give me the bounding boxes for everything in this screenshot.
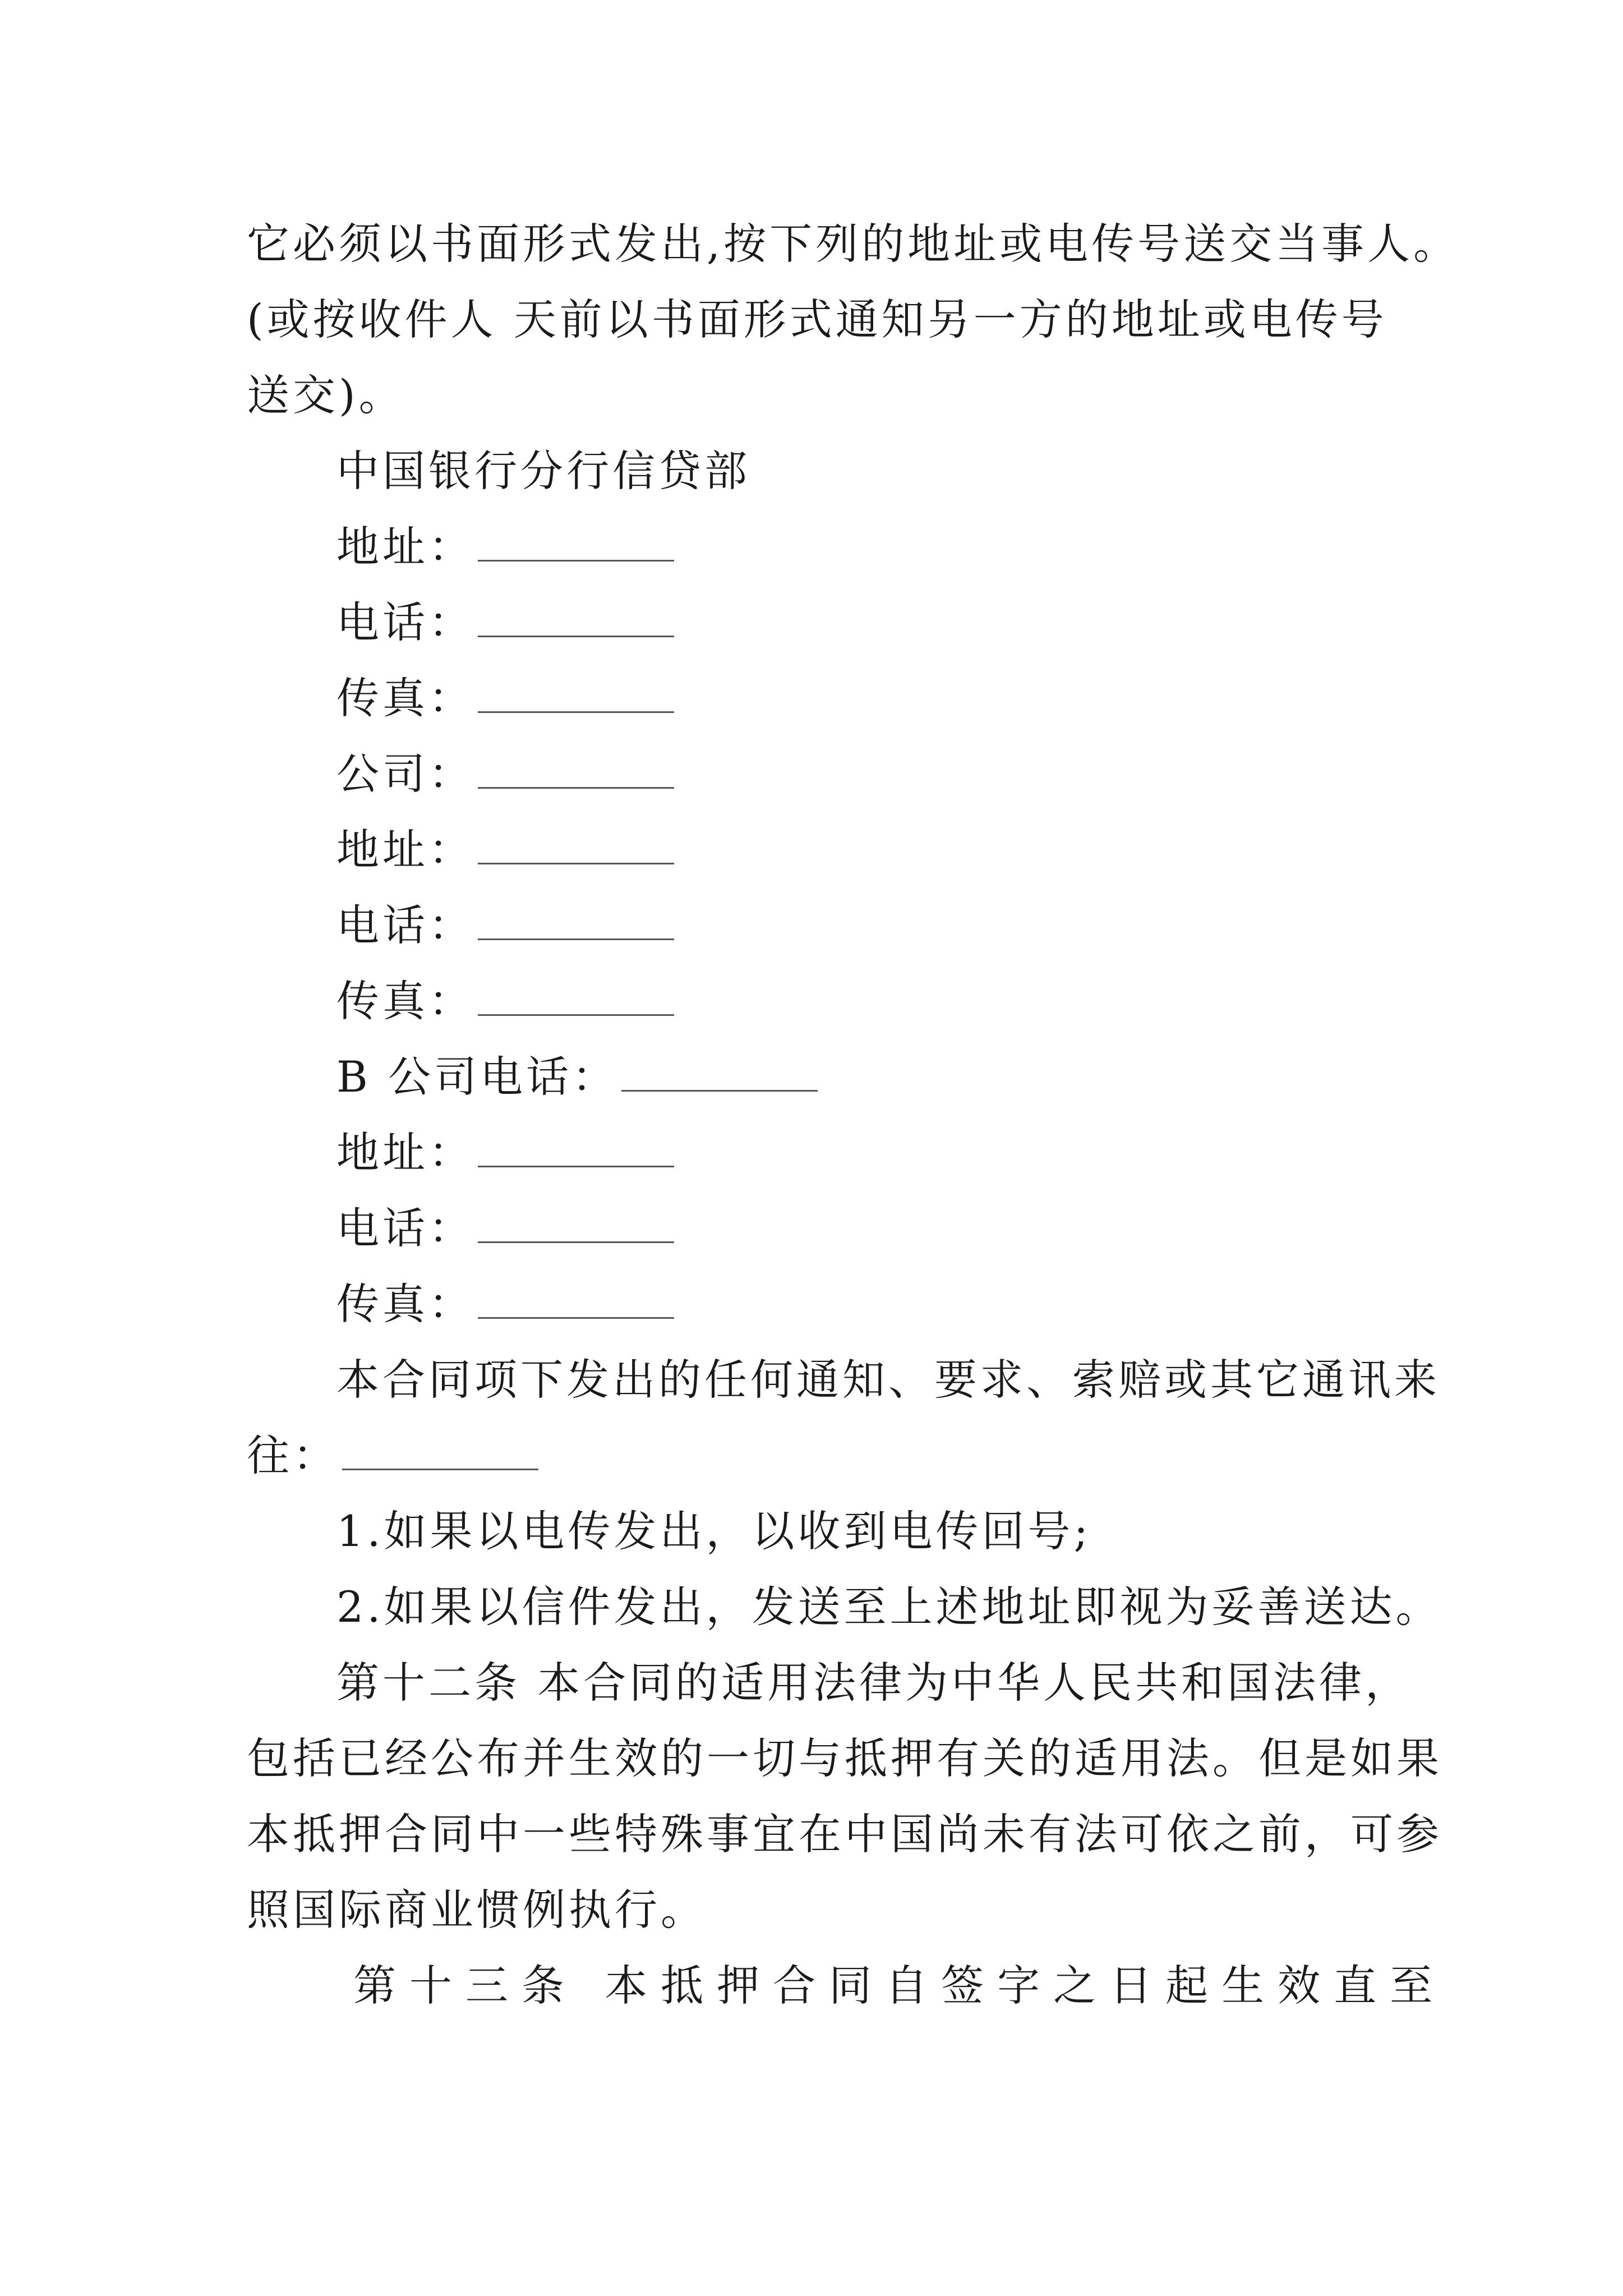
bank-phone-field	[336, 595, 674, 651]
notice-recipient-field	[247, 1428, 538, 1484]
paragraph-line: 它必须以书面形式发出,按下列的地址或电传号送交当事人。	[247, 219, 1460, 269]
field-label: 地址：	[336, 1128, 474, 1177]
article-12-line: 照国际商业惯例执行。	[247, 1885, 707, 1935]
field-label: 电话：	[336, 900, 474, 950]
blank-line	[478, 678, 674, 713]
blank-line	[478, 1283, 674, 1319]
paragraph-line: (或按收件人 天前以书面形式通知另一方的地址或电传号	[247, 295, 1387, 344]
article-13-line: 第十三条 本抵押合同自签字之日起生效直至	[353, 1961, 1446, 2010]
notice-line: 本合同项下发出的任何通知、要求、索赔或其它通讯来	[336, 1355, 1440, 1405]
blank-line	[478, 905, 674, 940]
blank-line	[478, 1132, 674, 1167]
company-phone-field	[336, 898, 674, 954]
bank-name: 中国银行分行信贷部	[336, 446, 750, 496]
company-b-phone2-field	[336, 1200, 674, 1257]
article-12-line: 本抵押合同中一些特殊事宜在中国尚未有法可依之前，可参	[247, 1809, 1442, 1859]
field-label: B 公司电话：	[336, 1052, 619, 1102]
bank-fax-field	[336, 670, 674, 726]
blank-line	[342, 1435, 538, 1470]
company-b-phone-field	[336, 1049, 818, 1105]
field-label: 往：	[247, 1430, 339, 1480]
blank-line	[478, 526, 674, 562]
blank-line	[478, 981, 674, 1016]
notice-item: 2.如果以信件发出，发送至上述地址即视为妥善送达。	[336, 1582, 1442, 1632]
article-12-line: 包括已经公布并生效的一切与抵押有关的适用法。但是如果	[247, 1733, 1442, 1783]
field-label: 地址：	[336, 825, 474, 875]
company-b-address-field	[336, 1125, 674, 1181]
bank-address-field	[336, 519, 674, 575]
blank-line	[478, 753, 674, 789]
company-name-field	[336, 746, 674, 802]
blank-line	[478, 829, 674, 864]
field-label: 传真：	[336, 1279, 474, 1329]
blank-line	[621, 1056, 818, 1092]
field-label: 电话：	[336, 1203, 474, 1253]
notice-item: 1.如果以电传发出，以收到电传回号;	[336, 1506, 1092, 1556]
company-address-field	[336, 822, 674, 878]
company-b-fax-field	[336, 1276, 674, 1332]
field-label: 传真：	[336, 673, 474, 723]
company-fax-field	[336, 973, 674, 1029]
field-label: 传真：	[336, 976, 474, 1026]
paragraph-line: 送交)。	[247, 370, 405, 420]
field-label: 地址：	[336, 522, 474, 572]
field-label: 电话：	[336, 597, 474, 647]
article-12-line: 第十二条 本合同的适用法律为中华人民共和国法律，	[336, 1658, 1412, 1708]
blank-line	[478, 602, 674, 637]
field-label: 公司：	[336, 749, 474, 799]
blank-line	[478, 1208, 674, 1243]
